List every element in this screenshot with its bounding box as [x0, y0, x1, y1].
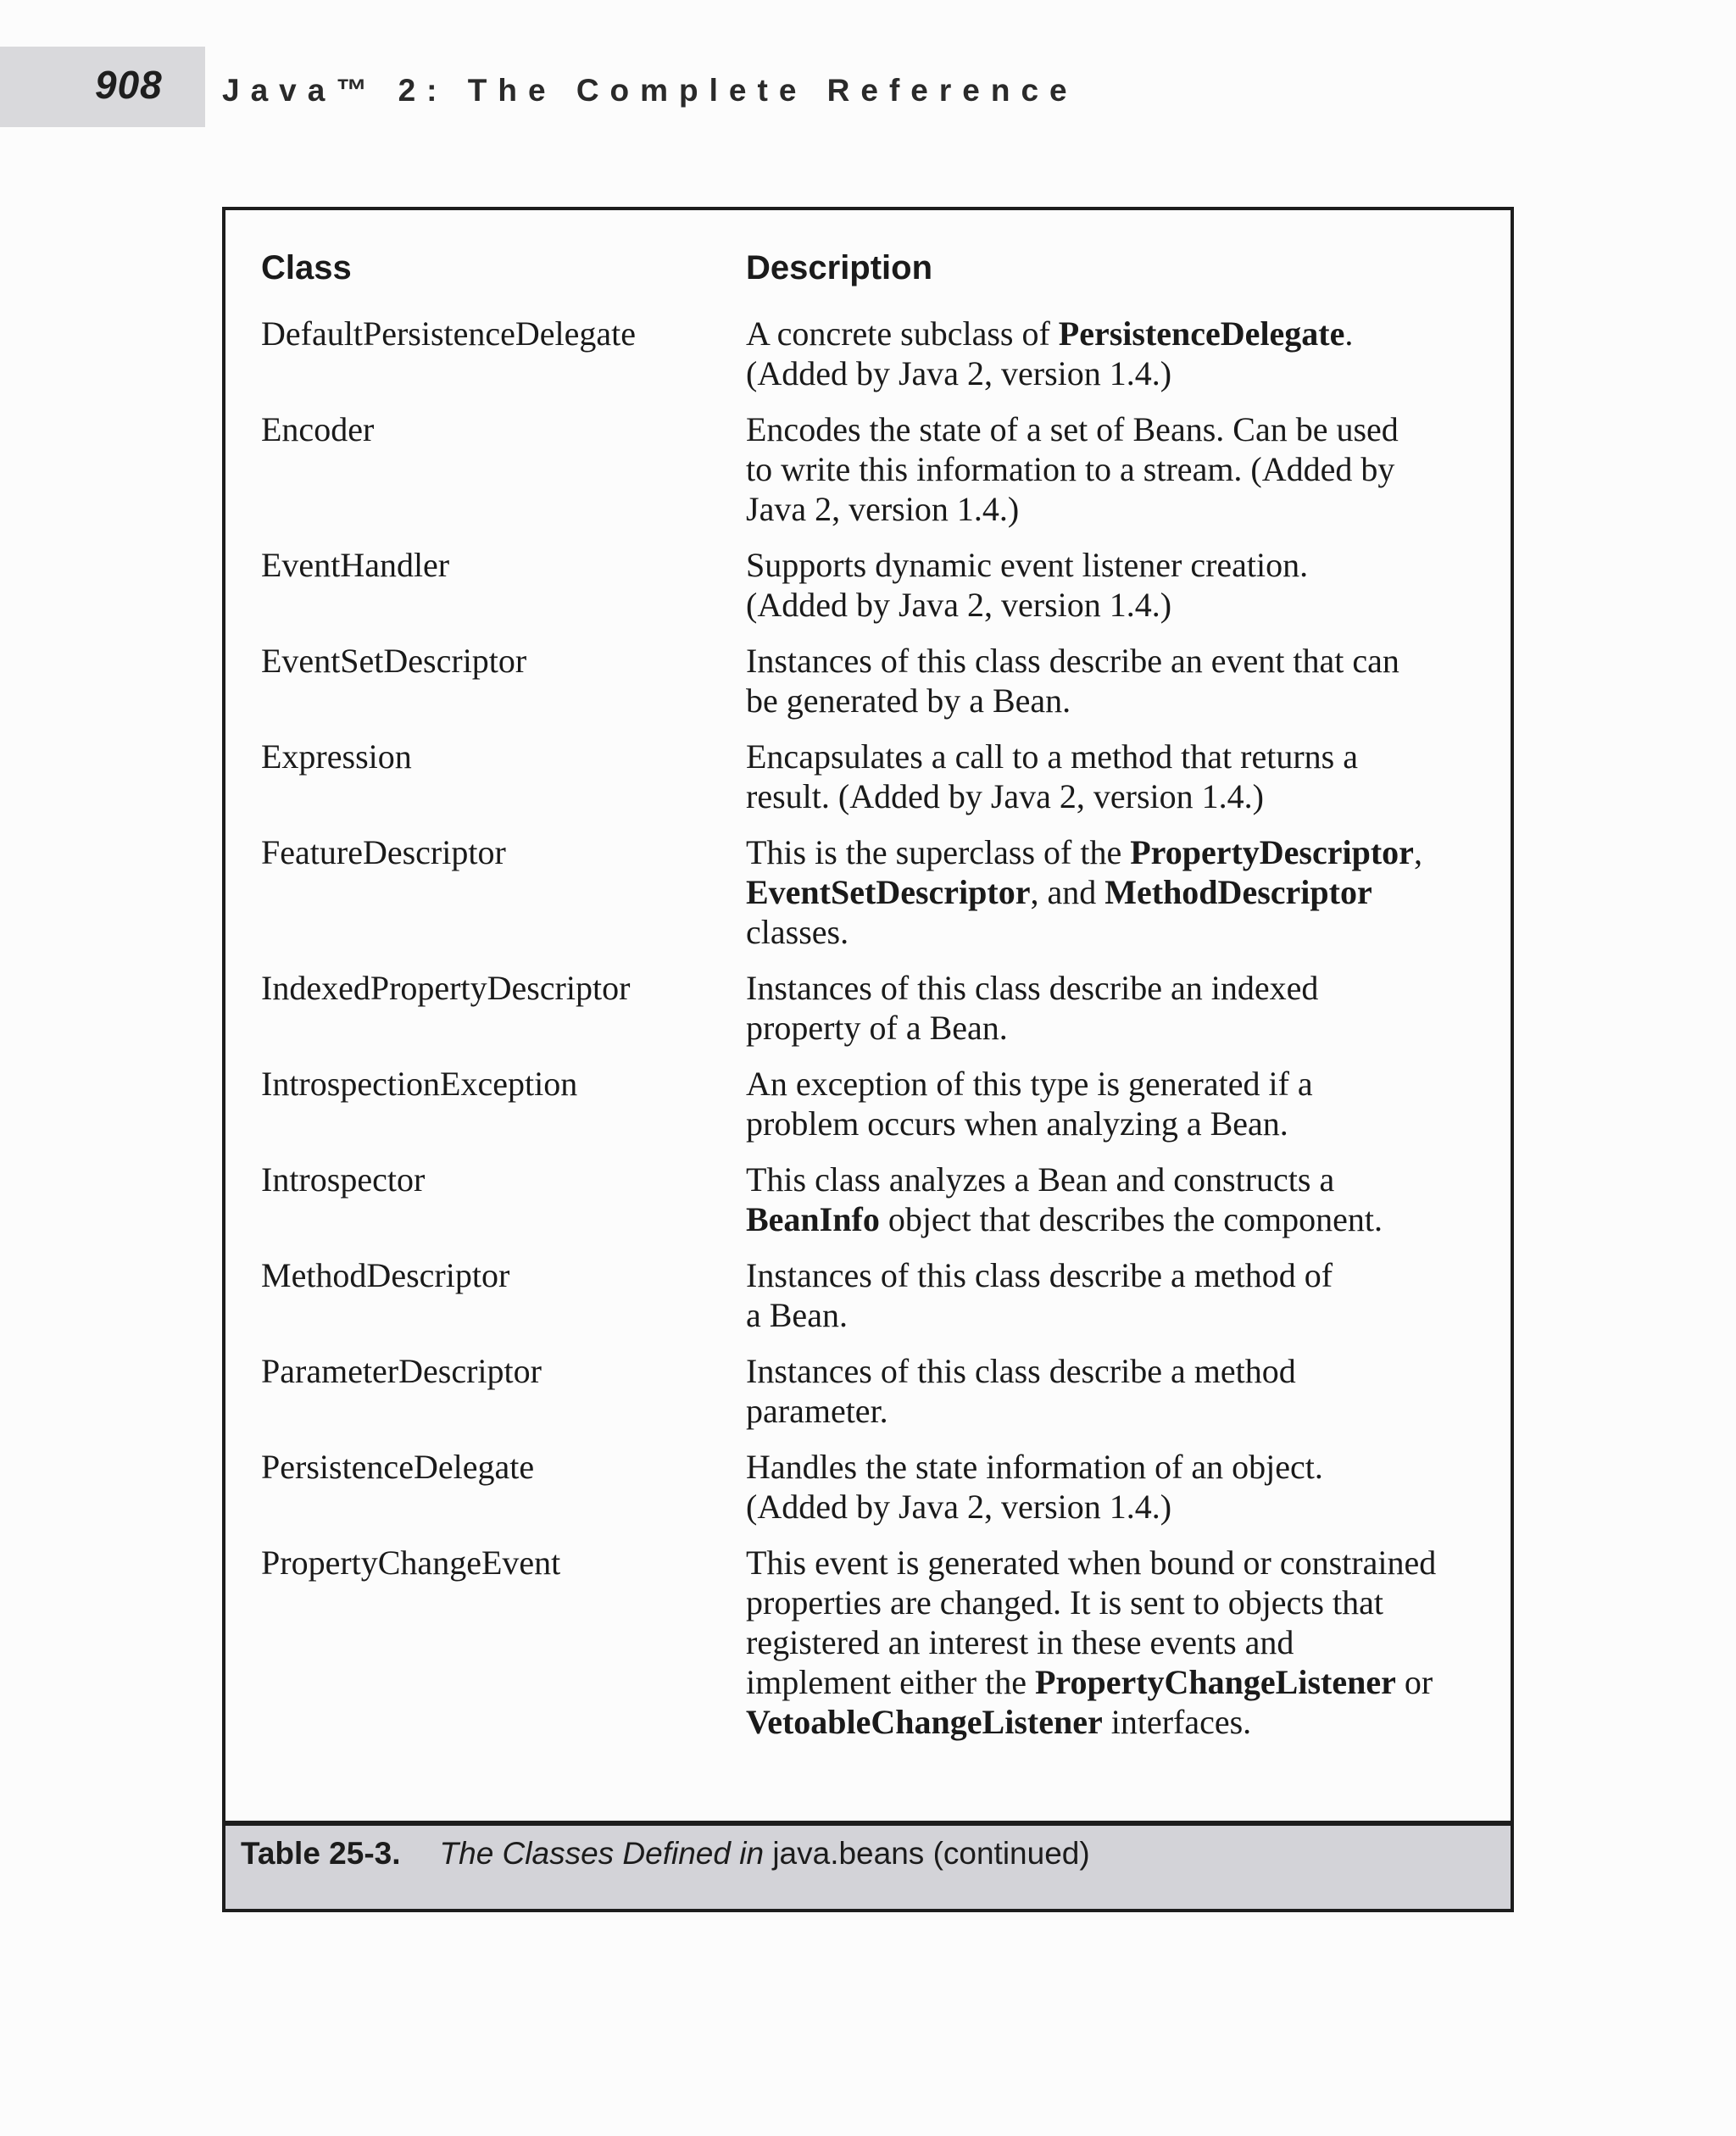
description-cell — [746, 968, 1499, 1048]
class-name-cell: PersistenceDelegate — [261, 1448, 535, 1486]
table-row — [261, 832, 1499, 952]
description-text: to write this information to a stream. (Added by — [746, 450, 1395, 488]
description-text: property of a Bean. — [746, 1009, 1008, 1047]
table-row — [261, 1351, 1499, 1431]
class-name-cell: DefaultPersistenceDelegate — [261, 314, 637, 353]
description-text: or — [1395, 1663, 1433, 1701]
class-name-cell: Introspector — [261, 1160, 426, 1199]
caption-label: Table 25-3. — [241, 1836, 401, 1871]
description-text: result. (Added by Java 2, version 1.4.) — [746, 777, 1264, 815]
class-name-cell: IntrospectionException — [261, 1065, 578, 1103]
table-row — [261, 409, 1499, 529]
description-cell — [746, 1447, 1499, 1527]
description-text: Java 2, version 1.4.) — [746, 490, 1020, 528]
description-text: (Added by Java 2, version 1.4.) — [746, 586, 1172, 624]
description-text: interfaces. — [1102, 1703, 1252, 1741]
description-cell — [746, 1351, 1499, 1431]
column-header-class: Class — [261, 249, 352, 286]
description-cell — [746, 1255, 1499, 1335]
caption-title-italic: The Classes Defined in — [439, 1836, 765, 1871]
description-text: Encodes the state of a set of Beans. Can be used — [746, 410, 1399, 448]
description-text: Instances of this class describe a method — [746, 1352, 1296, 1390]
description-text: parameter. — [746, 1392, 888, 1430]
description-text: properties are changed. It is sent to objects that — [746, 1583, 1383, 1621]
description-text: This class analyzes a Bean and constructs a — [746, 1160, 1335, 1199]
description-cell — [746, 832, 1499, 952]
description-cell — [746, 545, 1499, 625]
description-text: be generated by a Bean. — [746, 681, 1071, 720]
class-name-cell: EventHandler — [261, 546, 450, 584]
description-cell — [746, 314, 1499, 393]
class-name-cell: ParameterDescriptor — [261, 1352, 542, 1390]
table-row — [261, 1255, 1499, 1335]
table-row — [261, 314, 1499, 393]
table-body — [261, 314, 1499, 1758]
description-text: , — [1413, 833, 1422, 871]
description-text: implement either the — [746, 1663, 1035, 1701]
description-text: , and — [1030, 873, 1105, 911]
description-cell — [746, 737, 1499, 816]
bold-term: MethodDescriptor — [1104, 873, 1372, 911]
table-row — [261, 1447, 1499, 1527]
bold-term: VetoableChangeListener — [746, 1703, 1103, 1741]
description-text: Instances of this class describe an indexed — [746, 969, 1319, 1007]
column-header-description: Description — [746, 249, 933, 286]
description-text: This event is generated when bound or constrained — [746, 1544, 1437, 1582]
table-caption — [241, 1836, 1090, 1872]
table-row — [261, 968, 1499, 1048]
description-text: A concrete subclass of — [746, 314, 1059, 353]
description-text: Encapsulates a call to a method that returns a — [746, 737, 1358, 776]
table-row — [261, 737, 1499, 816]
description-text: Handles the state information of an object. — [746, 1448, 1323, 1486]
description-text: Supports dynamic event listener creation. — [746, 546, 1309, 584]
description-cell — [746, 641, 1499, 720]
class-name-cell: MethodDescriptor — [261, 1256, 510, 1294]
description-text: An exception of this type is generated if a — [746, 1065, 1313, 1103]
table-row — [261, 1543, 1499, 1742]
description-text: registered an interest in these events and — [746, 1623, 1294, 1661]
description-text: (Added by Java 2, version 1.4.) — [746, 354, 1172, 392]
description-text: . — [1344, 314, 1354, 353]
description-text: object that describes the component. — [879, 1200, 1383, 1238]
running-header: Java™ 2: The Complete Reference — [222, 73, 1078, 108]
bold-term: PropertyDescriptor — [1130, 833, 1414, 871]
description-text: classes. — [746, 913, 849, 951]
class-name-cell: FeatureDescriptor — [261, 833, 506, 871]
bold-term: PersistenceDelegate — [1058, 314, 1345, 353]
class-name-cell: PropertyChangeEvent — [261, 1544, 561, 1582]
class-name-cell: EventSetDescriptor — [261, 642, 527, 680]
class-name-cell: Expression — [261, 737, 412, 776]
description-text: This is the superclass of the — [746, 833, 1131, 871]
description-text: problem occurs when analyzing a Bean. — [746, 1104, 1288, 1143]
description-text: Instances of this class describe an event that can — [746, 642, 1399, 680]
class-name-cell: Encoder — [261, 410, 375, 448]
description-cell — [746, 1160, 1499, 1239]
description-cell — [746, 1543, 1499, 1742]
description-text: Instances of this class describe a method of — [746, 1256, 1333, 1294]
description-cell — [746, 1064, 1499, 1143]
page-number: 908 — [95, 63, 163, 107]
bold-term: EventSetDescriptor — [746, 873, 1031, 911]
class-name-cell: IndexedPropertyDescriptor — [261, 969, 631, 1007]
bold-term: PropertyChangeListener — [1035, 1663, 1396, 1701]
table-row — [261, 1160, 1499, 1239]
table-row — [261, 545, 1499, 625]
caption-title-plain: java.beans (continued) — [764, 1836, 1090, 1871]
description-cell — [746, 409, 1499, 529]
description-text: (Added by Java 2, version 1.4.) — [746, 1488, 1172, 1526]
table-row — [261, 1064, 1499, 1143]
bold-term: BeanInfo — [746, 1200, 880, 1238]
table-row — [261, 641, 1499, 720]
description-text: a Bean. — [746, 1296, 848, 1334]
